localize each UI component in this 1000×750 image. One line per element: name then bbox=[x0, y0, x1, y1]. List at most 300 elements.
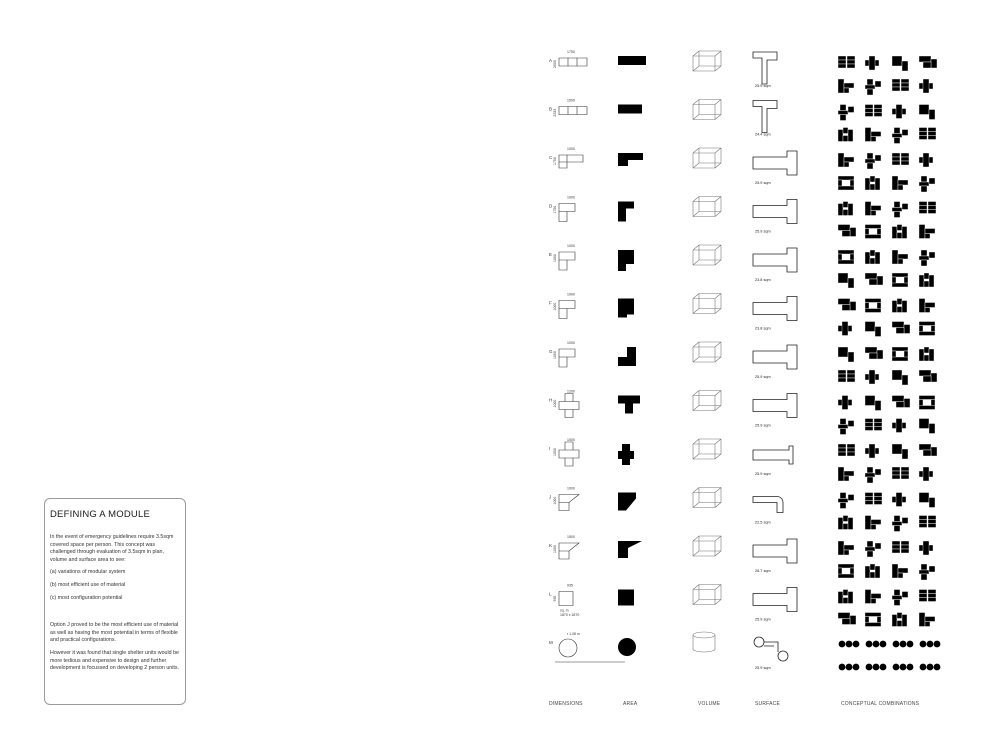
combination-4-1-1 bbox=[838, 202, 853, 216]
combination-8-2-4 bbox=[919, 419, 935, 434]
surface-circle bbox=[778, 651, 788, 661]
combination-10-2-3 bbox=[892, 516, 908, 532]
panel-conclusion: Option J proved to be the most efficient use of material as well as having the most potential in terms of flexible and practical configurations. bbox=[50, 622, 179, 644]
surface-outline bbox=[753, 497, 783, 513]
combination-block bbox=[898, 568, 908, 573]
combination-block bbox=[919, 210, 927, 214]
combination-10-2-4 bbox=[919, 516, 936, 528]
combination-block bbox=[923, 541, 929, 555]
dimension-side-value: 1000 bbox=[553, 351, 557, 359]
combination-block bbox=[901, 157, 909, 161]
combination-block bbox=[848, 421, 854, 427]
combination-4-2-1 bbox=[838, 225, 856, 237]
combination-block bbox=[847, 56, 855, 60]
combination-block bbox=[865, 423, 873, 427]
combination-block bbox=[871, 132, 881, 137]
combination-block bbox=[844, 476, 849, 481]
combination-block bbox=[897, 299, 902, 305]
combination-block bbox=[874, 493, 882, 497]
combination-block bbox=[844, 162, 849, 167]
combination-12-2-4 bbox=[919, 613, 935, 627]
dimension-top-value: 1000 bbox=[567, 438, 575, 442]
combination-block bbox=[867, 89, 873, 95]
combination-3-1-4 bbox=[919, 153, 933, 167]
combination-block bbox=[931, 373, 937, 382]
column-header-surface: SURFACE bbox=[755, 701, 781, 707]
combination-block bbox=[838, 111, 848, 115]
area-shape-part bbox=[618, 105, 642, 114]
combination-block bbox=[892, 475, 900, 479]
combination-6-1-4 bbox=[919, 299, 935, 313]
dimension-side-value: 1000 bbox=[553, 302, 557, 311]
combination-block bbox=[897, 225, 902, 231]
combination-block bbox=[875, 81, 881, 87]
combination-7-1-3 bbox=[892, 347, 908, 361]
combination-block bbox=[867, 163, 873, 169]
combination-block bbox=[874, 501, 882, 505]
combination-block bbox=[919, 598, 927, 602]
combination-13-1-2 bbox=[866, 641, 887, 648]
combination-circle bbox=[873, 664, 880, 671]
combination-3-2-2 bbox=[865, 176, 880, 190]
combination-block bbox=[928, 128, 936, 132]
combination-block bbox=[840, 429, 846, 435]
combination-block bbox=[875, 543, 881, 549]
combination-block bbox=[892, 347, 908, 351]
combination-block bbox=[929, 178, 935, 184]
combination-block bbox=[840, 105, 846, 111]
combination-block bbox=[919, 349, 924, 361]
combination-block bbox=[865, 202, 871, 216]
combination-7-2-4 bbox=[919, 370, 937, 382]
combination-block bbox=[921, 176, 927, 182]
combination-block bbox=[847, 452, 855, 456]
combination-block bbox=[925, 303, 935, 308]
combination-block bbox=[844, 157, 854, 162]
combination-5-2-4 bbox=[919, 273, 934, 287]
combination-block bbox=[928, 206, 936, 210]
combination-block bbox=[928, 516, 936, 520]
combination-block bbox=[838, 452, 846, 456]
combination-block bbox=[838, 425, 848, 429]
combination-block bbox=[838, 153, 844, 167]
dimension-plan bbox=[559, 349, 575, 367]
combination-block bbox=[897, 613, 902, 619]
combination-block bbox=[875, 401, 881, 411]
area-shape-part bbox=[618, 250, 634, 264]
combination-12-1-2 bbox=[865, 590, 881, 604]
combination-block bbox=[865, 235, 881, 239]
combination-block bbox=[919, 516, 927, 520]
combination-block bbox=[892, 301, 897, 313]
combination-block bbox=[865, 396, 875, 406]
combination-10-2-1 bbox=[838, 516, 853, 530]
combination-block bbox=[875, 327, 881, 337]
area-shape-part bbox=[618, 209, 626, 222]
combination-block bbox=[897, 307, 902, 313]
combination-block bbox=[931, 447, 937, 456]
combination-block bbox=[892, 157, 900, 161]
combination-block bbox=[925, 622, 930, 627]
combination-block bbox=[894, 138, 900, 144]
combination-block bbox=[892, 396, 904, 402]
combination-block bbox=[865, 501, 873, 505]
surface-outline bbox=[753, 588, 797, 612]
module-row-b bbox=[549, 99, 777, 137]
volume-wireframe bbox=[693, 536, 721, 556]
dimension-top-value: 1000 bbox=[567, 341, 575, 345]
combination-block bbox=[874, 427, 882, 431]
combination-block bbox=[919, 256, 929, 260]
combination-block bbox=[865, 547, 875, 551]
combination-4-1-2 bbox=[865, 202, 881, 216]
volume-wireframe bbox=[693, 294, 721, 314]
dimension-side-value: 1750 bbox=[553, 205, 557, 214]
combination-block bbox=[865, 159, 875, 163]
combination-8-1-1 bbox=[838, 396, 852, 410]
column-header-volume: VOLUME bbox=[698, 701, 721, 707]
combination-block bbox=[892, 444, 902, 454]
combination-block bbox=[867, 467, 873, 473]
combination-block bbox=[892, 176, 898, 190]
combination-block bbox=[892, 549, 900, 553]
combination-2-1-2 bbox=[865, 105, 882, 117]
combination-block bbox=[894, 600, 900, 606]
combination-9-1-4 bbox=[919, 444, 937, 456]
surface-outline bbox=[753, 297, 797, 321]
volume-wireframe bbox=[693, 488, 721, 508]
combination-circle bbox=[866, 641, 873, 648]
combination-block bbox=[865, 497, 873, 501]
option-label: I bbox=[549, 446, 551, 451]
combination-block bbox=[865, 105, 873, 109]
combination-block bbox=[928, 132, 936, 136]
combination-block bbox=[847, 374, 855, 378]
combination-block bbox=[871, 599, 876, 604]
combination-13-2-3 bbox=[893, 664, 914, 671]
combination-block bbox=[838, 378, 846, 382]
combination-block bbox=[874, 105, 882, 109]
option-label: L bbox=[549, 591, 552, 597]
panel-point-a: (a) variations of modular system bbox=[50, 569, 126, 576]
combination-block bbox=[840, 115, 846, 121]
combination-circle bbox=[853, 641, 860, 648]
surface-area-value: 25.9 sqm bbox=[755, 84, 771, 88]
combination-6-2-1 bbox=[838, 322, 852, 336]
combination-2-1-4 bbox=[919, 105, 935, 120]
combination-block bbox=[892, 471, 900, 475]
dimension-top-value: r 1.08 m bbox=[567, 632, 580, 636]
combination-block bbox=[844, 471, 854, 476]
combination-block bbox=[892, 467, 900, 471]
area-shape-part bbox=[618, 299, 634, 307]
surface-area-value: 25.9 sqm bbox=[755, 423, 771, 428]
combination-block bbox=[921, 574, 927, 580]
combination-block bbox=[867, 79, 873, 85]
combination-block bbox=[929, 424, 935, 434]
dimension-plan bbox=[559, 495, 579, 511]
area-shape bbox=[618, 493, 636, 511]
combination-13-2-1 bbox=[839, 664, 860, 671]
combination-block bbox=[894, 516, 900, 522]
combination-block bbox=[925, 234, 930, 239]
combination-4-1-3 bbox=[892, 202, 908, 218]
combination-block bbox=[923, 467, 929, 481]
combination-1-2-1 bbox=[838, 79, 854, 93]
combination-block bbox=[842, 231, 850, 237]
module-row-i bbox=[549, 438, 793, 476]
combination-block bbox=[901, 87, 909, 91]
combination-block bbox=[929, 566, 935, 572]
combination-block bbox=[867, 551, 873, 557]
area-shape-part bbox=[618, 451, 634, 459]
surface-circle bbox=[754, 637, 764, 647]
combination-circle bbox=[900, 641, 907, 648]
combination-2-2-2 bbox=[865, 128, 881, 142]
combination-3-1-3 bbox=[892, 153, 909, 165]
combination-circle bbox=[839, 664, 846, 671]
combination-circle bbox=[920, 641, 927, 648]
combination-8-2-2 bbox=[865, 419, 882, 431]
combination-block bbox=[875, 252, 880, 264]
combination-block bbox=[865, 299, 881, 303]
combination-4-1-4 bbox=[919, 202, 936, 214]
combination-block bbox=[902, 518, 908, 524]
combination-block bbox=[865, 347, 877, 353]
combination-block bbox=[919, 105, 929, 115]
surface-area-value: 25.9 sqm bbox=[755, 375, 771, 379]
combination-block bbox=[865, 427, 873, 431]
dimension-note: sq. m bbox=[560, 608, 569, 613]
combination-block bbox=[869, 279, 877, 285]
combination-block bbox=[919, 406, 935, 410]
combination-9-2-1 bbox=[838, 467, 854, 481]
combination-1-1-2 bbox=[865, 56, 879, 70]
combination-block bbox=[847, 60, 855, 64]
combination-block bbox=[892, 545, 900, 549]
dimension-note: 1870 x 1870 bbox=[560, 613, 580, 617]
combination-block bbox=[848, 495, 854, 501]
column-header-conceptual-combinations: CONCEPTUAL COMBINATIONS bbox=[841, 701, 920, 707]
combination-block bbox=[928, 594, 936, 598]
combination-block bbox=[865, 623, 881, 627]
combination-5-2-2 bbox=[865, 273, 883, 285]
combination-block bbox=[892, 615, 897, 627]
combination-block bbox=[842, 396, 848, 410]
combination-block bbox=[838, 592, 843, 604]
combination-block bbox=[838, 64, 846, 68]
module-rows bbox=[549, 50, 797, 670]
combination-block bbox=[897, 621, 902, 627]
combination-block bbox=[875, 469, 881, 475]
dimension-top-value: 1000 bbox=[567, 195, 575, 200]
combination-block bbox=[865, 309, 881, 313]
combination-block bbox=[928, 210, 936, 214]
combination-9-2-3 bbox=[892, 467, 909, 479]
combination-block bbox=[896, 402, 904, 408]
area-shape-part bbox=[618, 202, 634, 209]
combination-block bbox=[892, 541, 900, 545]
combination-2-2-1 bbox=[838, 128, 853, 142]
combination-block bbox=[919, 202, 927, 206]
combination-block bbox=[850, 616, 856, 625]
dimension-plan bbox=[559, 252, 575, 270]
area-shape bbox=[618, 590, 634, 606]
combination-block bbox=[919, 594, 927, 598]
dimension-plan bbox=[559, 442, 579, 466]
combination-block bbox=[865, 473, 875, 477]
module-row-k bbox=[549, 535, 797, 573]
combination-block bbox=[904, 399, 910, 408]
combination-block bbox=[838, 299, 850, 305]
combination-block bbox=[875, 178, 880, 190]
combination-block bbox=[842, 322, 848, 336]
combination-block bbox=[892, 161, 900, 165]
combination-block bbox=[925, 308, 930, 313]
combination-13-1-3 bbox=[893, 641, 914, 648]
combination-block bbox=[865, 252, 870, 264]
combination-block bbox=[844, 550, 849, 555]
combination-5-1-4 bbox=[919, 250, 935, 266]
option-label: F bbox=[549, 300, 552, 306]
combination-block bbox=[838, 374, 846, 378]
area-shape-part bbox=[618, 315, 627, 318]
combination-7-2-2 bbox=[865, 370, 879, 384]
combination-block bbox=[919, 225, 925, 239]
combination-block bbox=[865, 113, 873, 117]
combination-block bbox=[843, 590, 848, 596]
combination-block bbox=[865, 566, 870, 578]
combination-block bbox=[894, 212, 900, 218]
combination-block bbox=[921, 186, 927, 192]
combination-12-1-4 bbox=[919, 590, 936, 602]
volume-wireframe bbox=[693, 342, 721, 362]
combination-block bbox=[928, 590, 936, 594]
combination-block bbox=[869, 444, 875, 458]
surface-area-value: 25.9 sqm bbox=[755, 666, 771, 670]
combination-block bbox=[869, 370, 875, 384]
combination-block bbox=[850, 302, 856, 311]
combination-block bbox=[923, 153, 929, 167]
combination-2-2-4 bbox=[919, 128, 936, 140]
combination-6-2-2 bbox=[865, 322, 881, 337]
combination-block bbox=[902, 615, 907, 627]
combination-block bbox=[902, 592, 908, 598]
combination-11-2-2 bbox=[865, 564, 880, 578]
combination-11-1-1 bbox=[838, 541, 854, 555]
combination-block bbox=[838, 574, 854, 578]
combination-6-1-1 bbox=[838, 299, 856, 311]
area-shape-part bbox=[627, 347, 636, 357]
combination-block bbox=[923, 450, 931, 456]
module-row-h bbox=[549, 390, 797, 428]
combination-12-2-2 bbox=[865, 613, 881, 627]
combination-block bbox=[847, 444, 855, 448]
volume-wireframe bbox=[693, 100, 721, 120]
combination-block bbox=[874, 423, 882, 427]
combination-block bbox=[847, 378, 855, 382]
area-shape-part bbox=[618, 307, 634, 315]
combination-block bbox=[892, 322, 904, 328]
panel-development-note: However it was found that single shelter units would be more tedious and expensive to design and further development is focussed on developing 2 person units. bbox=[50, 649, 179, 672]
combination-block bbox=[901, 161, 909, 165]
option-label: C bbox=[549, 155, 553, 160]
combination-block bbox=[892, 564, 898, 578]
combination-5-2-3 bbox=[892, 273, 908, 287]
volume-wireframe bbox=[693, 439, 721, 459]
combination-block bbox=[838, 518, 843, 530]
combination-circle bbox=[846, 641, 853, 648]
module-row-c bbox=[549, 147, 797, 185]
combination-block bbox=[847, 370, 855, 374]
combination-block bbox=[865, 178, 870, 190]
combination-block bbox=[929, 252, 935, 258]
combination-block bbox=[898, 573, 903, 578]
combination-block bbox=[892, 56, 902, 66]
combination-10-1-3 bbox=[892, 493, 906, 507]
combination-block bbox=[901, 545, 909, 549]
combination-5-1-3 bbox=[892, 250, 908, 264]
combination-block bbox=[897, 233, 902, 239]
combination-block bbox=[902, 227, 907, 239]
combination-block bbox=[877, 276, 883, 285]
volume-wireframe bbox=[693, 197, 721, 217]
dimension-plan bbox=[559, 301, 575, 319]
surface-area-value: 25.9 sqm bbox=[755, 472, 771, 476]
combination-1-2-3 bbox=[892, 79, 909, 91]
combination-block bbox=[919, 444, 931, 450]
combination-11-2-4 bbox=[919, 564, 935, 580]
combination-block bbox=[924, 347, 929, 353]
surface-outline bbox=[753, 394, 797, 418]
volume-cylinder-top bbox=[693, 632, 715, 638]
combination-2-1-1 bbox=[838, 105, 854, 121]
combination-9-1-1 bbox=[838, 444, 855, 456]
combination-block bbox=[838, 204, 843, 216]
combination-block bbox=[838, 56, 846, 60]
dimension-side-value: 1750 bbox=[553, 157, 557, 165]
module-row-j bbox=[549, 487, 783, 525]
combination-block bbox=[838, 467, 844, 481]
combination-block bbox=[865, 493, 873, 497]
combination-block bbox=[840, 419, 846, 425]
combination-block bbox=[838, 186, 854, 190]
dimension-top-value: 1000 bbox=[567, 486, 575, 491]
combination-6-1-3 bbox=[892, 299, 907, 313]
combination-12-2-1 bbox=[838, 613, 856, 625]
combination-block bbox=[874, 109, 882, 113]
combination-block bbox=[898, 259, 903, 264]
combination-block bbox=[898, 185, 903, 190]
area-shape bbox=[618, 638, 636, 656]
combination-11-1-2 bbox=[865, 541, 881, 557]
combination-block bbox=[892, 370, 902, 380]
combination-1-1-3 bbox=[892, 56, 908, 71]
combination-3-2-3 bbox=[892, 176, 908, 190]
combination-block bbox=[848, 352, 854, 362]
combination-block bbox=[838, 260, 854, 264]
area-shape bbox=[618, 541, 642, 558]
area-shape-part bbox=[618, 264, 626, 271]
combination-block bbox=[892, 79, 900, 83]
combination-block bbox=[843, 524, 848, 530]
combination-13-2-2 bbox=[866, 664, 887, 671]
combination-block bbox=[865, 613, 881, 617]
combination-block bbox=[892, 273, 908, 277]
combination-block bbox=[921, 564, 927, 570]
combination-block bbox=[925, 617, 935, 622]
combination-9-1-2 bbox=[865, 444, 879, 458]
